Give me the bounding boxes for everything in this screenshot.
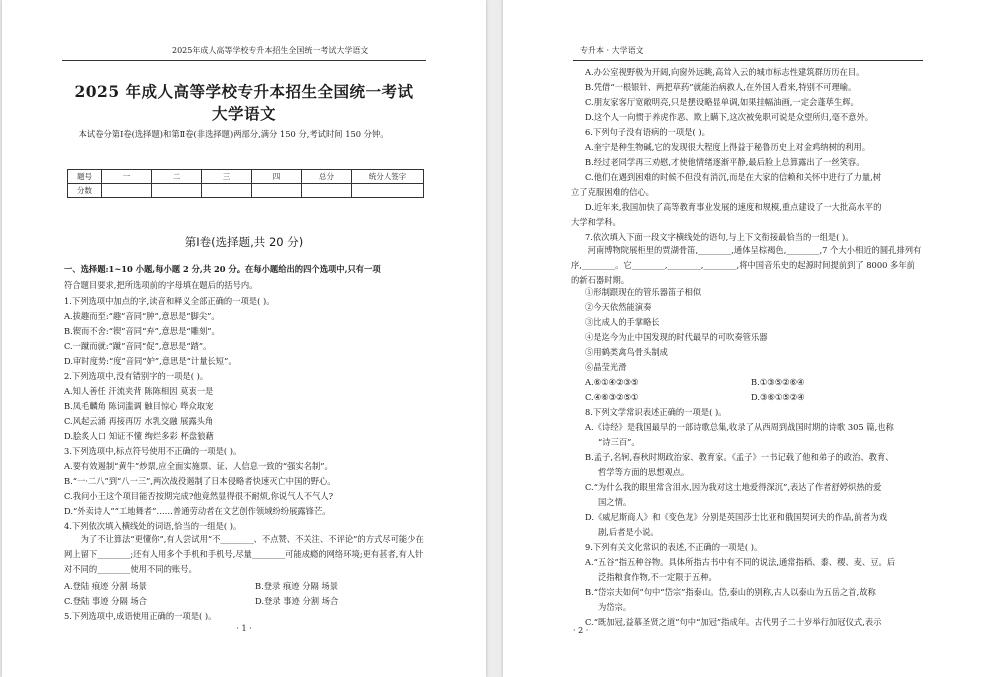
question-line: D.“外卖诗人”“工地舞者”……普通劳动者在文艺创作领域纷纷展露锋芒。 [64, 506, 331, 516]
header-rule [573, 60, 923, 61]
question-line: 符合题目要求,把所选项前的字母填在题后的括号内。 [64, 280, 258, 290]
question-line: D.近年来,我国加快了高等教育事业发展的速度和规模,重点建设了一大批高水平的 [585, 202, 882, 212]
question-line: 5.下列选项中,成语使用正确的一项是( )。 [64, 611, 217, 621]
question-line: B.凭借“一根银针、两把草药”就能治病救人,在外国人看来,特别不可理喻。 [585, 82, 857, 92]
question-line: C.风起云涌 再接再厉 水乳交融 展露头角 [64, 416, 214, 426]
question-line: B.“一·二八”到“八一三”,两次战役遏制了日本侵略者快速灭亡中国的野心。 [64, 476, 336, 486]
score-cell: 三 [202, 170, 252, 184]
statement-item: ④是迄今为止中国发现的时代最早的可吹奏管乐器 [585, 332, 768, 342]
question-4-passage: 为了不让算法“更懂你”,有人尝试用“不________、不点赞、不关注、不评论”的方式尽可能少在网上留下________;还有人用多个手机和手机号,尽量________可能成瘾的网络环境;更有甚者,有人针对不同的________使用不同的账号。 [64, 534, 424, 574]
score-cell [252, 184, 302, 198]
question-line: 为岱宗。 [598, 602, 632, 612]
option-item: C.登陆 事迹 分隔 场合 [64, 596, 147, 606]
question-line: A.奎宁是种生物碱,它的发现很大程度上得益于秘鲁历史上对金鸡纳树的利用。 [585, 142, 871, 152]
question-line: B.锲而不舍:“锲”音同“弃”,意思是“雕刻”。 [64, 326, 220, 336]
exam-subtitle: 大学语文 [211, 104, 276, 123]
score-table-score-row [68, 184, 424, 198]
question-line: 国之情。 [598, 497, 632, 507]
running-header: 2025年成人高等学校专升本招生全国统一考试大学语文 [172, 46, 369, 55]
score-cell [302, 184, 352, 198]
score-cell [152, 184, 202, 198]
option-item: D.登录 事迹 分割 场合 [255, 596, 339, 606]
exam-intro: 本试卷分第Ⅰ卷(选择题)和第Ⅱ卷(非选择题)两部分,满分 150 分,考试时间 150 分钟。 [78, 129, 389, 139]
exam-title: 2025 年成人高等学校专升本招生全国统一考试 [74, 82, 414, 101]
question-line: B.“岱宗夫如何”句中“岱宗”指泰山。岱,泰山的别称,古人以泰山为五岳之首,故称 [585, 587, 876, 597]
statement-item: ③比成人的手掌略长 [585, 317, 660, 327]
question-line: 大学和学科。 [571, 217, 621, 227]
question-line: C.朋友家客厅宽敞明亮,只是摆设略显单调,如果挂幅油画,一定会蓬荜生辉。 [585, 97, 859, 107]
question-line: A.办公室视野极为开阔,向窗外远眺,高耸入云的城市标志性建筑群历历在目。 [585, 67, 865, 77]
question-line: A.《诗经》是我国最早的一部诗歌总集,收录了从西周到战国时期的诗歌 305 篇,也称 [585, 422, 894, 432]
exam-page-2 [503, 0, 989, 677]
statement-item: ①形制跟现在的管乐器笛子相似 [585, 287, 702, 297]
question-line: 9.下列有关文化常识的表述,不正确的一项是( )。 [585, 542, 763, 552]
score-cell [202, 184, 252, 198]
question-line: C.我问小王这个项目能否按期完成?他竟然显得很不耐烦,你说气人不气人? [64, 491, 334, 501]
question-line: D.审时度势:“度”音同“妒”,意思是“计量长短”。 [64, 356, 237, 366]
question-line: 剧,后者是小说。 [598, 527, 659, 537]
running-header: 专升本 · 大学语文 [580, 46, 644, 55]
score-cell: 题号 [68, 170, 102, 184]
score-cell [352, 184, 424, 198]
question-line: 1.下列选项中加点的字,读音和释义全部正确的一项是( )。 [64, 296, 275, 306]
question-line: 立了克服困难的信心。 [571, 187, 654, 197]
question-line: 一、选择题:1~10 小题,每小题 2 分,共 20 分。在每小题给出的四个选项中,只有一项 [64, 264, 381, 274]
score-cell: 二 [152, 170, 202, 184]
score-cell: 分数 [68, 184, 102, 198]
question-line: A.要有效遏制“黄牛”炒票,应全面实施票、证、人信息一致的“强实名制”。 [64, 461, 333, 471]
question-line: D.脍炙人口 知证不懂 绚烂多彩 杯盘狼藉 [64, 431, 214, 441]
score-cell: 一 [102, 170, 152, 184]
score-cell [102, 184, 152, 198]
score-cell: 总分 [302, 170, 352, 184]
section-title: 第Ⅰ卷(选择题,共 20 分) [184, 235, 304, 249]
question-line: C.“既加冠,益慕圣贤之道”句中“加冠”指成年。古代男子二十岁举行加冠仪式,表示 [585, 617, 882, 627]
question-line: B.孟子,名轲,春秋时期政治家、教育家。《孟子》一书记载了他和弟子的政治、教育、 [585, 452, 894, 462]
question-line: 2.下列选项中,没有错别字的一项是( )。 [64, 371, 209, 381]
question-line: 7.依次填入下面一段文字横线处的语句,与上下文衔接最恰当的一组是( )。 [585, 232, 854, 242]
option-item: B.①③⑤②⑥④ [751, 377, 805, 387]
question-line: “诗三百”。 [598, 437, 640, 447]
page-number: · 1 · [236, 624, 252, 633]
question-line: B.经过老同学再三劝慰,才使他情绪逐渐平静,最后脸上总算露出了一丝笑容。 [585, 157, 865, 167]
score-table-header-row [68, 170, 424, 184]
header-rule [62, 60, 426, 61]
question-line: 泛指粮食作物,不一定限于五种。 [598, 572, 717, 582]
score-cell: 四 [252, 170, 302, 184]
question-line: 3.下列选项中,标点符号使用不正确的一项是( )。 [64, 446, 242, 456]
exam-page-1 [2, 0, 486, 677]
option-item: C.④⑥③②⑤① [585, 392, 639, 402]
question-line: C.一蹴而就:“蹴”音同“促”,意思是“踏”。 [64, 341, 212, 351]
page-number: · 2 · [573, 626, 589, 635]
question-line: 8.下列文学常识表述正确的一项是( )。 [585, 407, 727, 417]
question-line: C.“为什么我的眼里常含泪水,因为我对这土地爱得深沉”,表达了作者舒婷炽热的爱 [585, 482, 882, 492]
question-line: D.这个人一向惯于养虎作恶、欺上瞒下,这次被免职可说是众望所归,毫不意外。 [585, 112, 874, 122]
option-item: A.⑥①④②③⑤ [585, 377, 639, 387]
option-item: D.③⑥①⑤②④ [751, 392, 805, 402]
score-cell: 统分人签字 [352, 170, 424, 184]
score-table [67, 169, 424, 198]
statement-item: ②今天依然能演奏 [585, 302, 652, 312]
question-line: A.“五谷”指五种谷物。具体所指古书中有不同的说法,通常指稻、黍、稷、麦、豆。后 [585, 557, 896, 567]
question-line: D.《威尼斯商人》和《变色龙》分别是英国莎士比亚和俄国契诃夫的作品,前者为戏 [585, 512, 888, 522]
option-item: B.登录 痕迹 分隔 场景 [255, 581, 339, 591]
question-line: 哲学等方面的思想观点。 [598, 467, 690, 477]
question-line: 6.下列句子没有语病的一项是( )。 [585, 127, 710, 137]
statement-item: ⑥晶莹光滑 [585, 362, 627, 372]
question-line: A.知人善任 汗流夹背 陈陈相因 莫衷一是 [64, 386, 214, 396]
statement-item: ⑤用鹤类禽鸟骨头制成 [585, 347, 668, 357]
question-line: C.他们在遇到困难的时候不但没有消沉,而是在大家的信赖和关怀中进行了力量,树 [585, 172, 882, 182]
question-7-passage: 河南博物院展柜里的贾湖骨笛,________,通体呈棕褐色,________,7 个大小相近的圆孔排列有序,________。它________,________,________,将中国音乐史的起源时间提前到了 8000 多年前的新石器时期。 [571, 245, 922, 285]
option-item: A.登陆 痕迹 分割 场景 [64, 581, 147, 591]
question-line: B.凤毛麟角 陈词滥调 触目惊心 哗众取宠 [64, 401, 214, 411]
question-line: 4.下列依次填入横线处的词语,恰当的一组是( )。 [64, 521, 242, 531]
question-line: A.拔趣而至:“趣”音同“肿”,意思是“脚尖”。 [64, 311, 220, 321]
